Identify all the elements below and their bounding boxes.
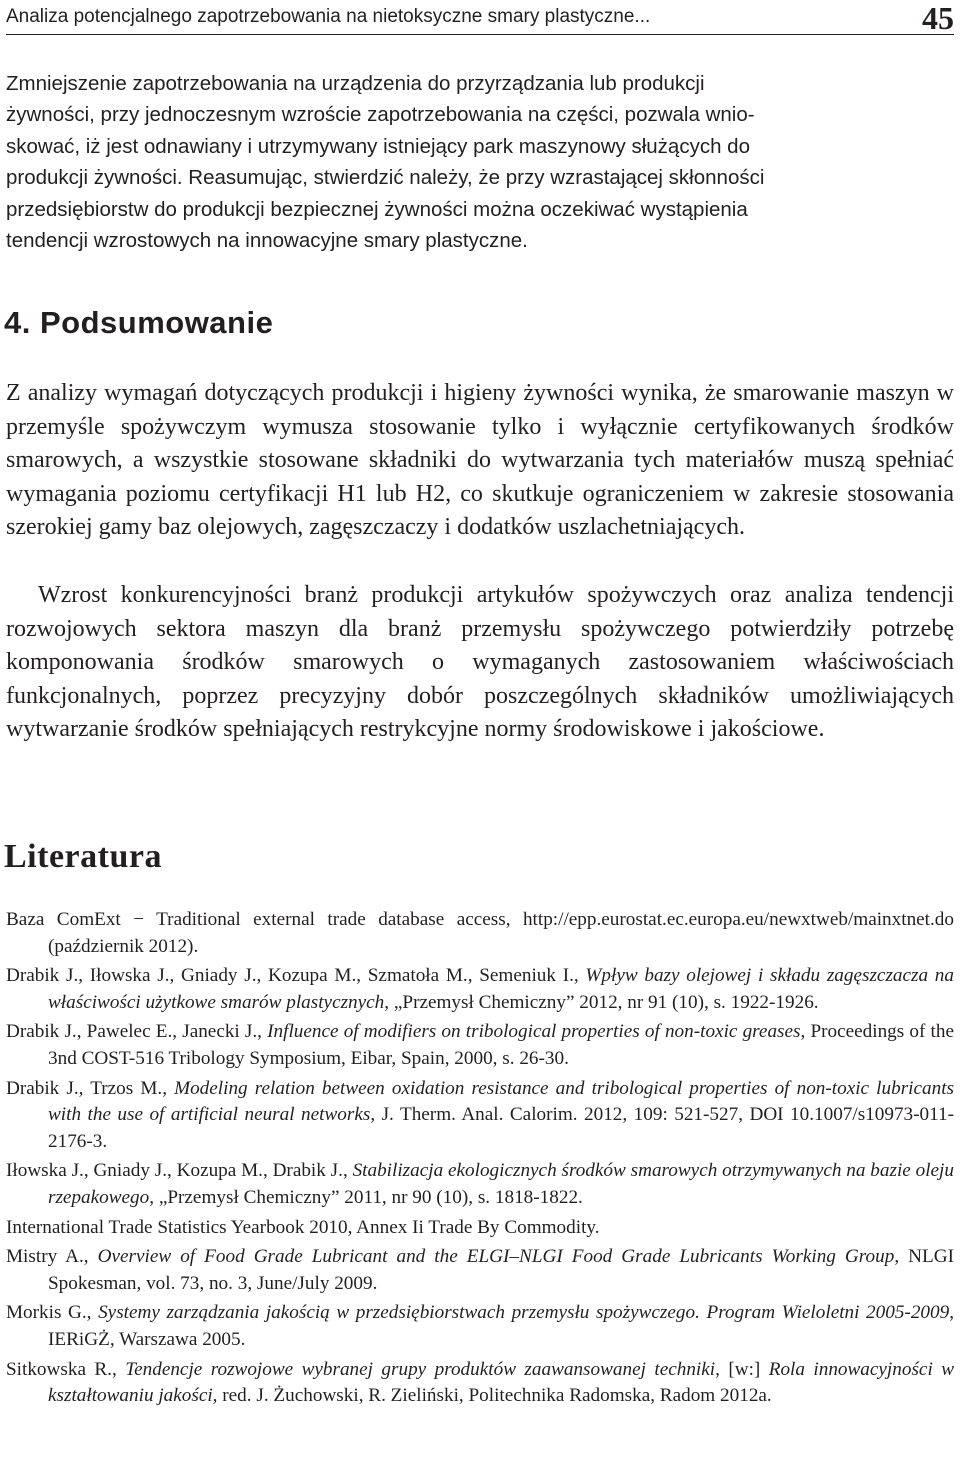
- page-number: 45: [922, 0, 954, 36]
- reference-item: Drabik J., Pawelec E., Janecki J., Influence of modifiers on tribological properties of non-toxic greases, Proceedings of the 3nd COST-516 Tribology Symposium, Eibar, Spain, 2000, s. 26-30.: [6, 1021, 954, 1069]
- intro-line: Zmniejszenie zapotrzebowania na urządzenia do przyrządzania lub produkcji: [6, 72, 705, 95]
- intro-line: produkcji żywności. Reasumując, stwierdzić należy, że przy wzrastającej skłonności: [6, 166, 765, 190]
- section-heading: 4. Podsumowanie: [4, 305, 274, 340]
- intro-paragraph: [6, 68, 954, 256]
- intro-line: tendencji wzrostowych na innowacyjne smary plastyczne.: [6, 229, 528, 253]
- intro-line: żywności, przy jednoczesnym wzroście zapotrzebowania na części, pozwala wnio-: [6, 103, 755, 127]
- reference-item: Baza ComExt − Traditional external trade database access, http://epp.eurostat.ec.europa.eu/newxtweb/mainxtnet.do (październik 2012).: [6, 909, 954, 957]
- reference-item: Drabik J., Trzos M., Modeling relation between oxidation resistance and tribological properties of non-toxic lubricants with the use of artificial neural networks, J. Therm. Anal. Calorim. 2012, 109: 521-527, DOI 10.1007/s10973-011-2176-3.: [6, 1077, 955, 1152]
- intro-line: przedsiębiorstw do produkcji bezpiecznej żywności można oczekiwać wystąpienia: [6, 197, 748, 221]
- running-title: Analiza potencjalnego zapotrzebowania na nietoksyczne smary plastyczne...: [6, 6, 651, 27]
- intro-line: skować, iż jest odnawiany i utrzymywany istniejący park maszynowy służących do: [6, 134, 750, 158]
- reference-item: Morkis G., Systemy zarządzania jakością w przedsiębiorstwach przemysłu spożywczego. Program Wieloletni 2005-2009, IERiGŻ, Warszawa 2005.: [6, 1302, 954, 1350]
- reference-item: Sitkowska R., Tendencje rozwojowe wybranej grupy produktów zaawansowanej techniki, [w:] Rola innowacyjności w kształtowaniu jakości, red. J. Żuchowski, R. Zieliński, Politechnika Radomska, Radom 2012a.: [6, 1358, 954, 1407]
- summary-paragraph-2: Wzrost konkurencyjności branż produkcji artykułów spożywczych oraz analiza tendencji rozwojowych sektora maszyn dla branż przemysłu spożywczego potwierdziły potrzebę komponowania środków smarowych o wymaganych zastosowaniem właściwościach funkcjonalnych, poprzez precyzyjny dobór poszczególnych składników umożliwiających wytwarzanie środków spełniających restrykcyjne normy środowiskowe i jakościowe.: [6, 582, 954, 743]
- reference-item: Iłowska J., Gniady J., Kozupa M., Drabik J., Stabilizacja ekologicznych środków smarowych otrzymywanych na bazie oleju rzepakowego, „Przemysł Chemiczny” 2011, nr 90 (10), s. 1818-1822.: [6, 1160, 954, 1208]
- reference-list: [6, 907, 954, 1413]
- summary-paragraph-1: Z analizy wymagań dotyczących produkcji i higieny żywności wynika, że smarowanie maszyn w przemyśle spożywczym wymusza stosowanie tylko i wyłącznie certyfikowanych środków smarowych, a wszystkie stosowane składniki do wytwarzania tych materiałów muszą spełniać wymagania poziomu certyfikacji H1 lub H2, co skutkuje ograniczeniem w zakresie stosowania szerokiej gamy baz olejowych, zagęszczaczy i dodatków uszlachetniających.: [6, 380, 954, 541]
- running-header: [6, 0, 954, 35]
- reference-item: Drabik J., Iłowska J., Gniady J., Kozupa M., Szmatoła M., Semeniuk I., Wpływ bazy olejowej i składu zagęszczacza na właściwości użytkowe smarów plastycznych, „Przemysł Chemiczny” 2012, nr 91 (10), s. 1922-1926.: [6, 965, 954, 1013]
- literature-heading: Literatura: [4, 838, 162, 875]
- reference-item: Mistry A., Overview of Food Grade Lubricant and the ELGI–NLGI Food Grade Lubricants Working Group, NLGI Spokesman, vol. 73, no. 3, June/July 2009.: [6, 1246, 954, 1294]
- reference-item: International Trade Statistics Yearbook 2010, Annex Ii Trade By Commodity.: [6, 1216, 600, 1238]
